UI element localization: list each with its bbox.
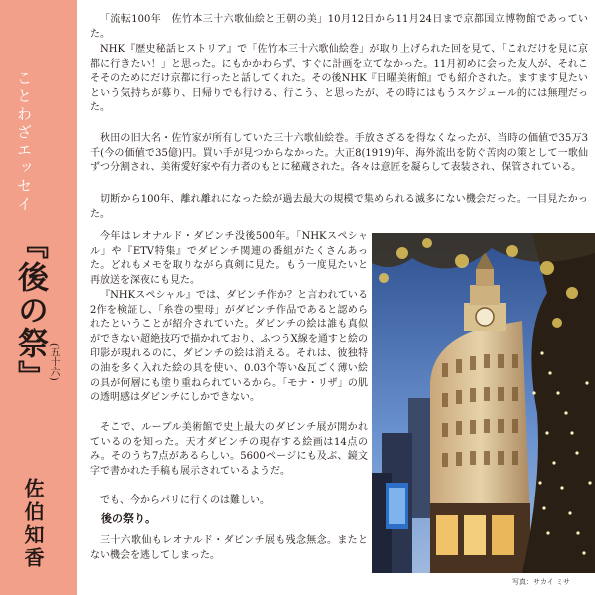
volume-number: (五十六) xyxy=(48,343,59,381)
paragraph-7: そこで、ルーブル美術館で史上最大のダビンチ展が開かれているのを知った。天才ダビンチの現存する絵画は14点のみ。そのうち7点があるらしい。5600ページにも及ぶ、鏡文字で書かれた手稿も展示されているようだ。 xyxy=(90,422,368,477)
paragraph-2: NHK『歴史秘話ヒストリア』で「佐竹本三十六歌仙絵巻」が取り上げられた回を見て、「これだけを見に京都に行きたい！」と思った。にもかかわらず、すぐに計画を立てなかった。11月初めに会った友人が、それこそそのためにだけ京都に行ったと話してくれた。その後NHK『日曜美術館』でも紹介された。ますます見たいという気持ちが募り、日帰りでも行ける、行こう、と思ったが、その時にはもうスケジュール的には無理だった。 xyxy=(90,44,588,114)
essay-title: 『後の祭』 xyxy=(12,228,48,393)
paragraph-3: 秋田の旧大名・佐竹家が所有していた三十六歌仙絵巻。手放さざるを得なくなったが、当時の価値で35万3千(今の価値で35億)円。買い手が見つからなかった。大正8(1919)年、海外流出を防ぐ苦肉の策として一歌仙ずつ分割され、美術愛好家や有力者のもとに秘蔵された。各々は意匠を凝らして表装され、保管されている。 xyxy=(90,133,588,174)
paragraph-4: 切断から100年、離れ離れになった絵が過去最大の規模で集められる滅多にない機会だった。一目見たかった。 xyxy=(90,194,588,220)
photo-credit: 写真：サカイ ミサ xyxy=(512,578,570,586)
paragraph-8: でも、今からパリに行くのは難しい。 xyxy=(100,495,270,506)
wako-building-photo xyxy=(372,233,595,573)
author-name: 佐伯知香 xyxy=(21,478,45,570)
closing-phrase: 後の祭り。 xyxy=(101,512,156,525)
paragraph-5: 今年はレオナルド・ダビンチ没後500年。「NHKスペシャル」や『ETV特集』でダビンチ関連の番組がたくさんあった。どれもメモを取りながら真剣に見た。もう一度見たいと再放送を深夜にも見た。 xyxy=(90,231,368,286)
paragraph-6: 『NHKスペシャル』では、ダビンチ作か？と言われている2作を検証し、「糸巻の聖母」がダビンチ作品であると認められたということが紹介されていた。ダビンチの絵は誰も真似ができない超絶技巧で描かれており、ふつうX線を通すと絵の印影が現れるのに、ダビンチの絵は消える。それは、彼独特の油を多く入れた絵の具を使い、0.03个等い&瓦ごく薄い絵の具が何層にも塗り重ねられているから。「モナ・リザ」の肌の透明感はダビンチにしかできない。 xyxy=(90,290,368,404)
sidebar-band xyxy=(0,0,77,595)
paragraph-10: 三十六歌仙もレオナルド・ダビンチ展も残念無念。またとない機会を逃してしまった。 xyxy=(90,535,368,561)
series-label: ことわざエッセイ xyxy=(15,70,33,214)
paragraph-1: 「流転100年 佐竹本三十六歌仙絵と王朝の美」10月12日から11月24日まで京都国立博物館であっていた。 xyxy=(90,14,588,40)
